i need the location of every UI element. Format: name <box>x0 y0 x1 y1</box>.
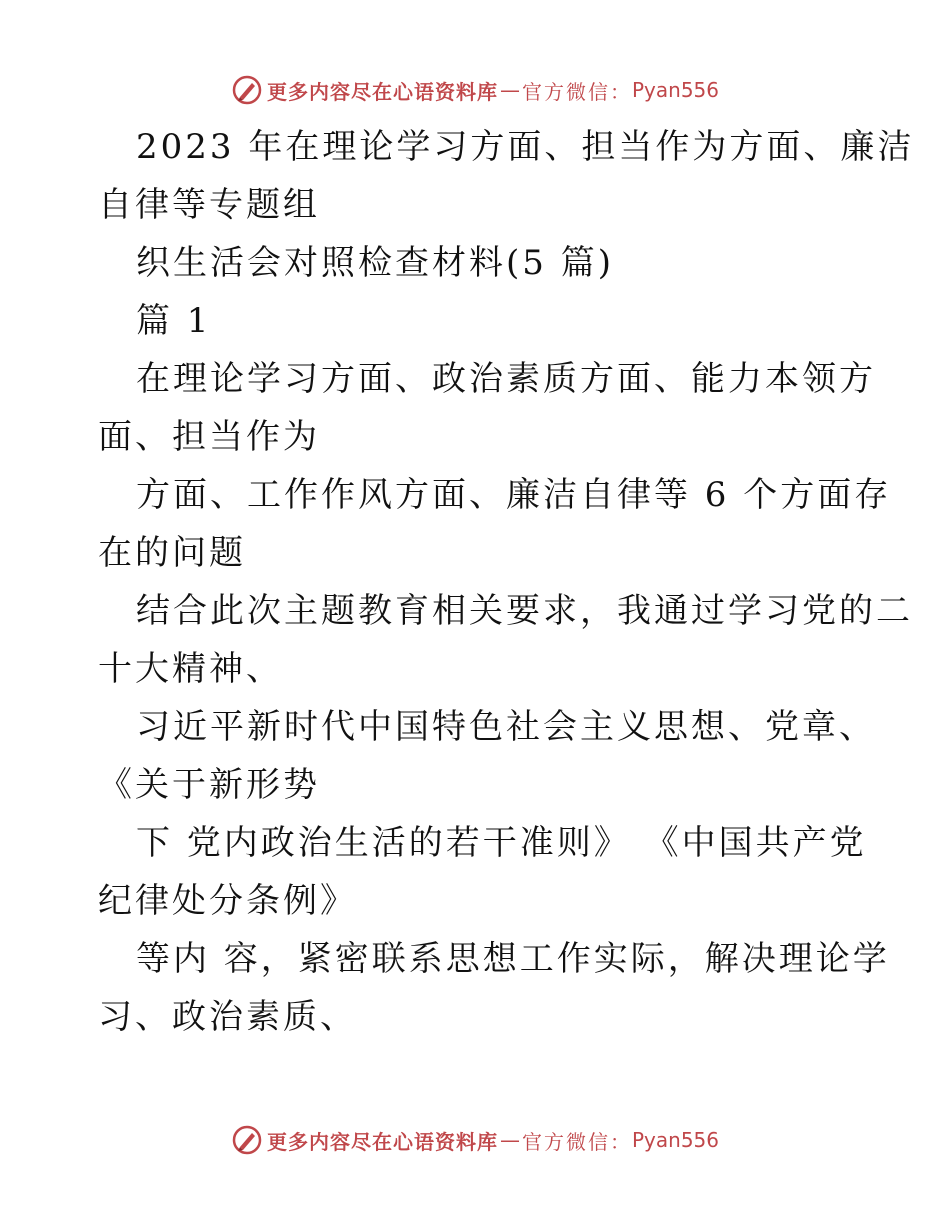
watermark-wechat-label: 官方微信： <box>521 79 632 104</box>
document-line: 等内 容，紧密联系思想工作实际，解决理论学 <box>136 939 890 979</box>
document-line: 面、担当作为 <box>98 417 320 457</box>
document-line: 纪律处分条例》 <box>98 881 357 921</box>
watermark-brand: 更多内容尽在心语资料库 <box>266 79 498 104</box>
document-line: 下 党内政治生活的若干准则》 《中国共产党 <box>136 823 867 863</box>
red-pen-circle-icon <box>231 1124 263 1156</box>
document-line: 2023 年在理论学习方面、担当作为方面、廉洁 <box>136 127 915 167</box>
watermark-separator: — <box>499 1128 520 1152</box>
document-line: 结合此次主题教育相关要求，我通过学习党的二 <box>136 591 913 631</box>
watermark-header <box>0 70 950 110</box>
document-line: 《关于新形势 <box>98 765 320 805</box>
document-line: 方面、工作作风方面、廉洁自律等 6 个方面存 <box>136 475 892 515</box>
document-body <box>98 118 915 1046</box>
document-line: 习近平新时代中国特色社会主义思想、党章、 <box>136 707 876 747</box>
document-line: 习、政治素质、 <box>98 997 357 1037</box>
watermark-separator: — <box>499 78 520 102</box>
watermark-wechat-label: 官方微信： <box>521 1129 632 1154</box>
document-line: 十大精神、 <box>98 649 283 689</box>
watermark-brand: 更多内容尽在心语资料库 <box>266 1129 498 1154</box>
document-line: 篇 1 <box>136 301 212 341</box>
document-line: 在的问题 <box>98 533 246 573</box>
document-line: 织生活会对照检查材料(5 篇) <box>136 243 614 283</box>
watermark-footer <box>0 1120 950 1160</box>
watermark-wechat-id: Pyan556 <box>631 78 719 102</box>
document-line: 在理论学习方面、政治素质方面、能力本领方 <box>136 359 876 399</box>
watermark-wechat-id: Pyan556 <box>631 1128 719 1152</box>
document-line: 自律等专题组 <box>98 185 320 225</box>
red-pen-circle-icon <box>231 74 263 106</box>
